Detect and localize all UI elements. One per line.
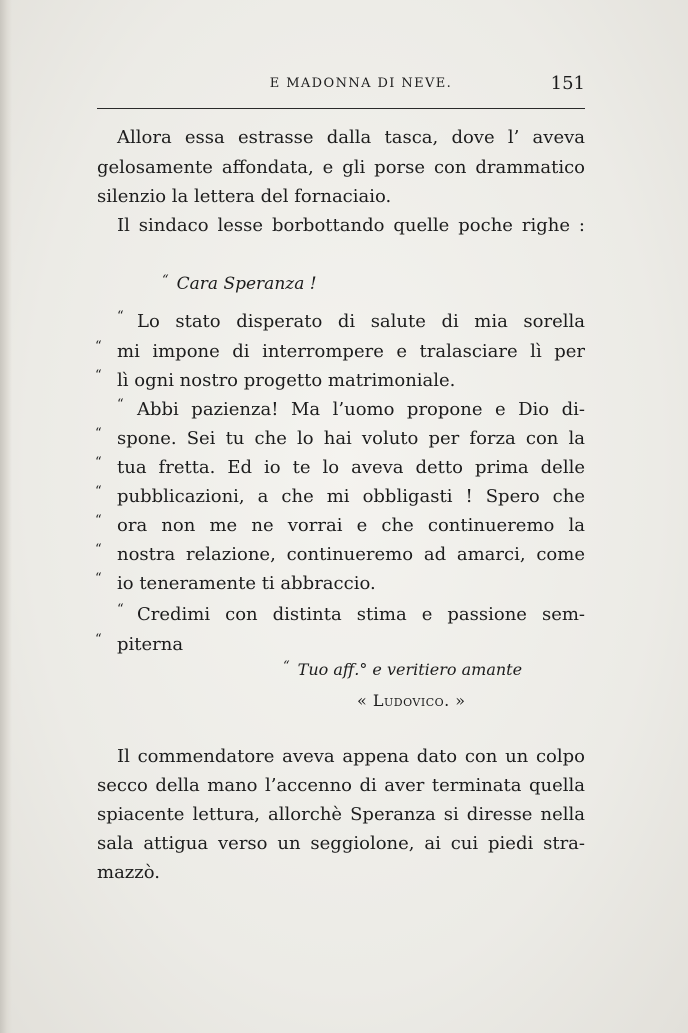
header-rule (97, 108, 585, 109)
quote-mark: “ (117, 602, 124, 617)
salutation-text: Cara Speranza ! (176, 274, 317, 294)
closing-line: secco della mano l’accenno di aver terminata quella (97, 775, 585, 796)
closing-line: Il commendatore aveva appena dato con un colpo (117, 746, 585, 767)
letter-line (97, 540, 585, 569)
letter-line (97, 337, 585, 366)
letter-signature: « Ludovico. » (357, 691, 466, 710)
letter-line (97, 307, 585, 336)
narrative-line: Allora essa estrasse dalla tasca, dove l’ aveva (117, 127, 585, 148)
quote-mark: “ (162, 273, 169, 288)
letter-text: piterna (117, 634, 184, 655)
quote-mark: “ (95, 455, 102, 470)
closing-line: spiacente lettura, allorchè Speranza si diresse nella (97, 804, 585, 825)
letter-line (97, 482, 585, 511)
page-header (97, 73, 585, 100)
quote-mark: “ (283, 659, 290, 674)
letter-line (97, 366, 585, 395)
letter-line (97, 453, 585, 482)
narrative-line: Il sindaco lesse borbottando quelle poche righe : (117, 215, 585, 236)
quote-mark: “ (95, 542, 102, 557)
letter-text: spone. Sei tu che lo hai voluto per forza con la (117, 428, 585, 449)
page-gutter-shadow (0, 0, 12, 1033)
quote-mark: “ (117, 309, 124, 324)
letter-salutation (162, 270, 462, 299)
letter-text: Credimi con distinta stima e passione sem- (137, 604, 585, 625)
letter-line (97, 600, 585, 629)
letter-text: Abbi pazienza! Ma l’uomo propone e Dio di- (137, 399, 585, 420)
letter-line (97, 395, 585, 424)
quote-mark: “ (117, 397, 124, 412)
closing-line: mazzò. (97, 862, 161, 883)
letter-text: ora non me ne vorrai e che continueremo la (117, 515, 585, 536)
narrative-line: silenzio la lettera del fornaciaio. (97, 186, 392, 207)
letter-line (97, 511, 585, 540)
letter-text: pubblicazioni, a che mi obbligasti ! Spero che (117, 486, 585, 507)
letter-sign-off (283, 655, 583, 684)
letter-line (97, 569, 585, 598)
letter-text: io teneramente ti abbraccio. (117, 573, 376, 594)
running-title: E MADONNA DI NEVE. (269, 76, 453, 91)
quote-mark: “ (95, 632, 102, 647)
quote-mark: “ (95, 571, 102, 586)
letter-text: Lo stato disperato di salute di mia sorella (137, 311, 585, 332)
sign-off-text: Tuo aff.° e veritiero amante (297, 660, 523, 679)
quote-mark: “ (95, 426, 102, 441)
quote-mark: “ (95, 339, 102, 354)
quote-mark: “ (95, 484, 102, 499)
letter-text: lì ogni nostro progetto matrimoniale. (117, 370, 456, 391)
closing-line: sala attigua verso un seggiolone, ai cui piedi stra- (97, 833, 585, 854)
quote-mark: “ (95, 513, 102, 528)
letter-text: nostra relazione, continueremo ad amarci, come (117, 544, 585, 565)
page-number: 151 (550, 73, 585, 94)
letter-text: tua fretta. Ed io te lo aveva detto prima delle (117, 457, 585, 478)
narrative-line: gelosamente affondata, e gli porse con drammatico (97, 157, 585, 178)
letter-line (97, 424, 585, 453)
quote-mark: “ (95, 368, 102, 383)
letter-text: mi impone di interrompere e tralasciare lì per (117, 341, 585, 362)
